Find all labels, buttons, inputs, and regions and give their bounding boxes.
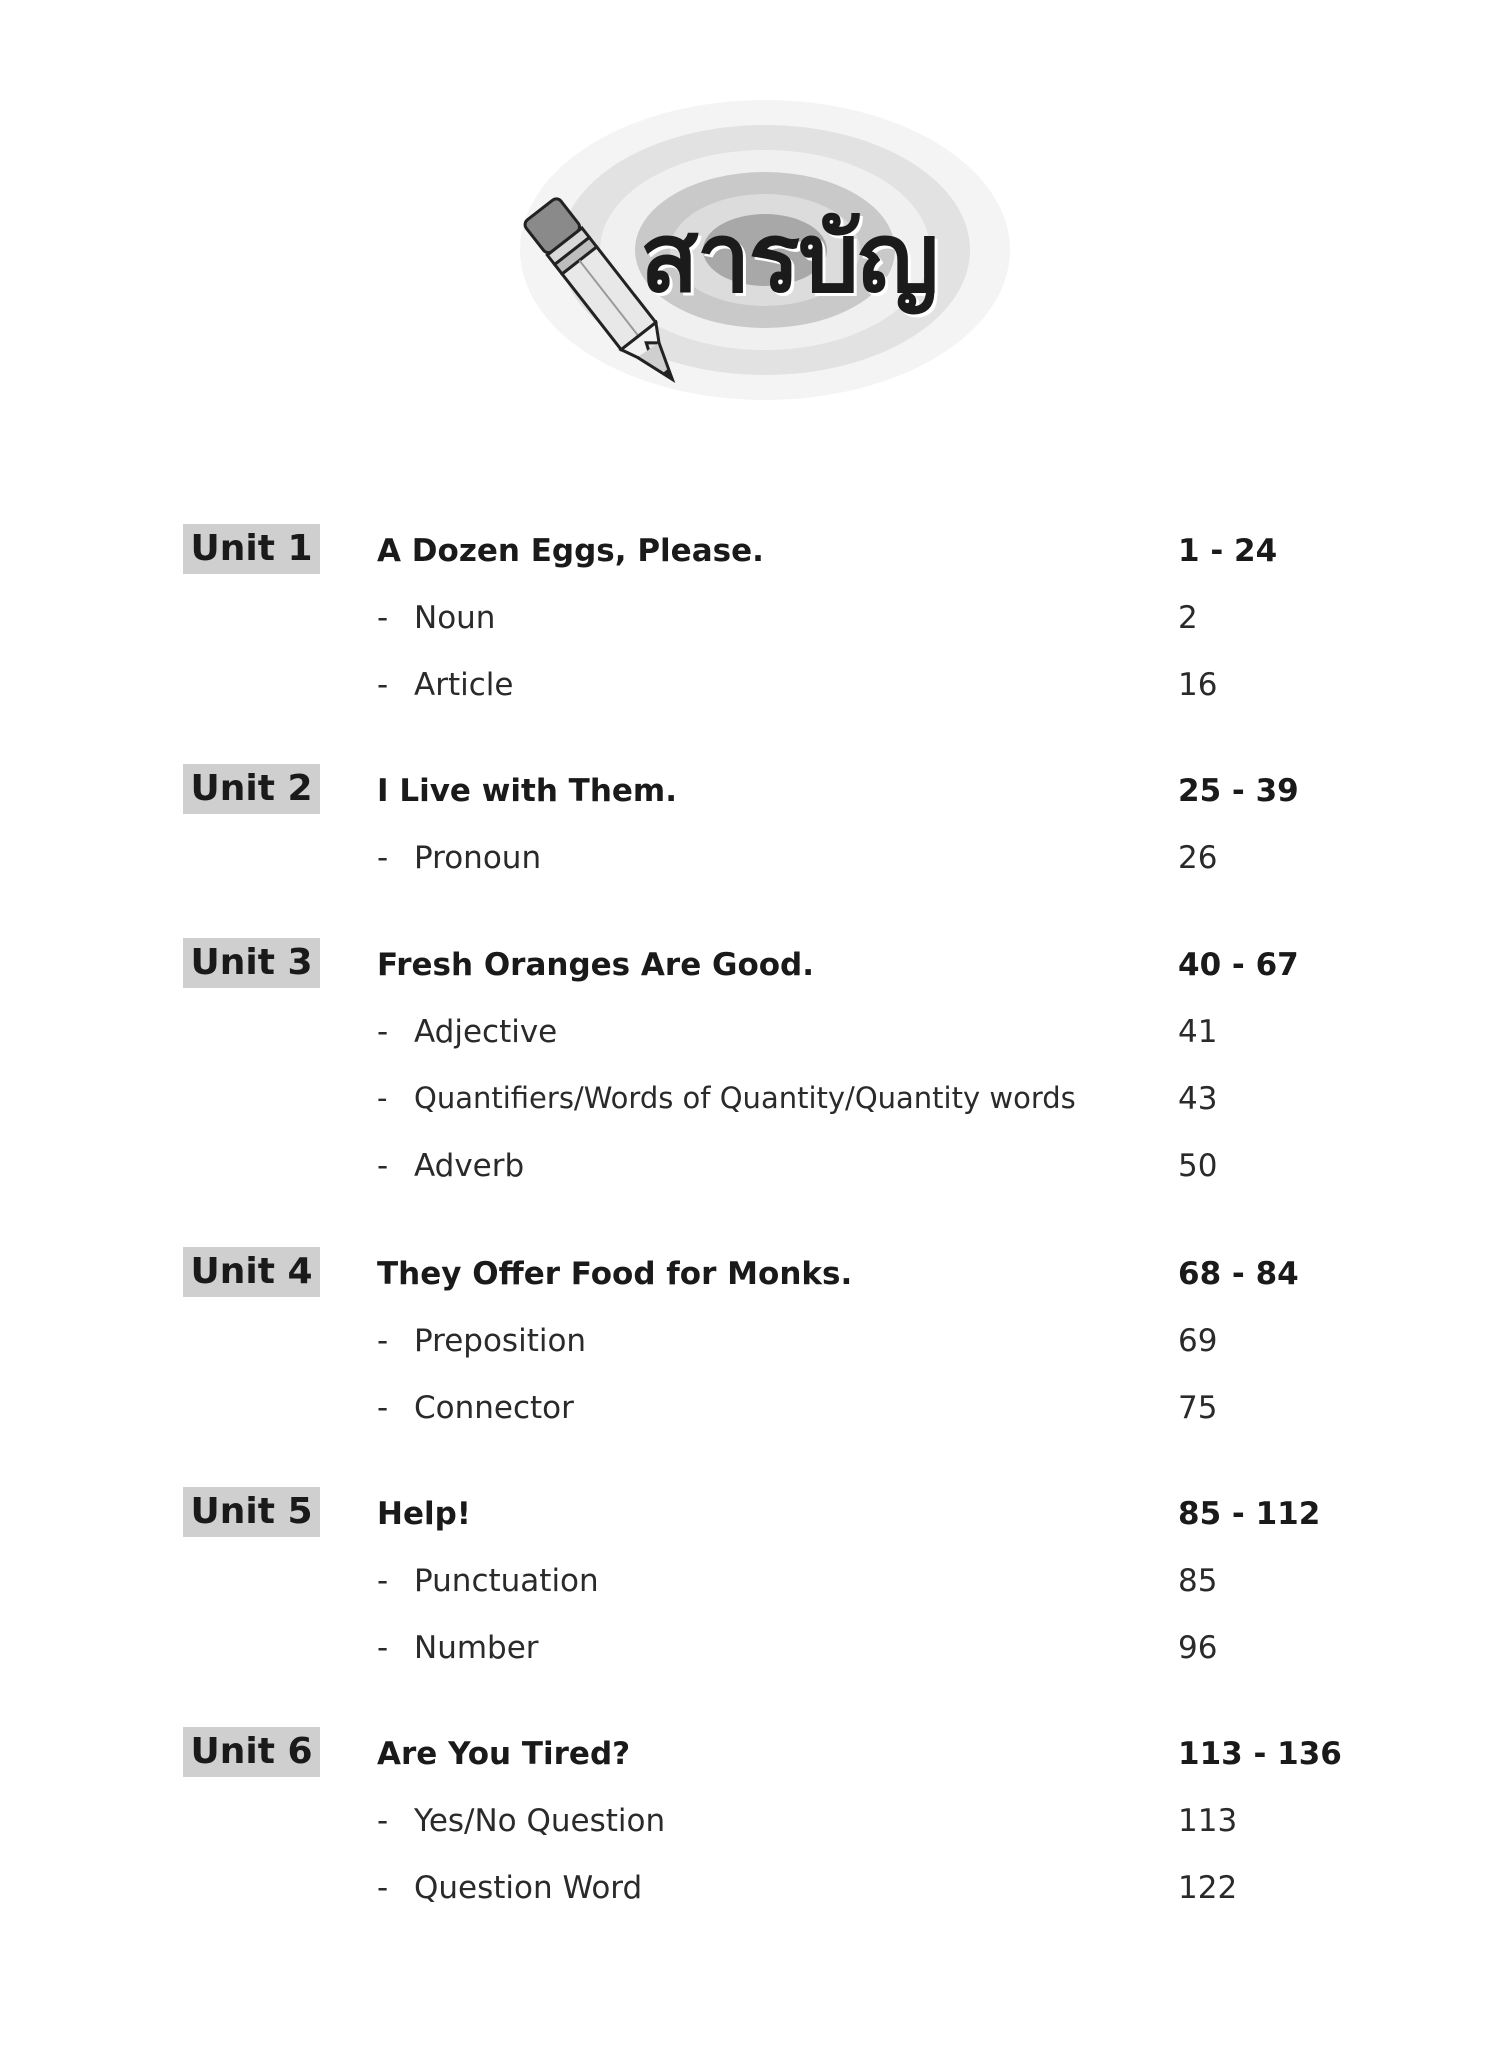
unit-page-range: 1 - 24 xyxy=(1178,533,1278,569)
bullet-dash: - xyxy=(377,1323,389,1359)
topic-name: Connector xyxy=(414,1390,574,1426)
unit-badge: Unit 6 xyxy=(183,1727,320,1777)
unit-title[interactable]: I Live with Them. xyxy=(377,773,677,809)
bullet-dash: - xyxy=(377,1803,389,1839)
unit-title[interactable]: They Offer Food for Monks. xyxy=(377,1256,853,1292)
unit-title[interactable]: Help! xyxy=(377,1496,471,1532)
unit-page-range: 68 - 84 xyxy=(1178,1256,1299,1292)
bullet-dash: - xyxy=(377,1870,389,1906)
topic-item[interactable] xyxy=(377,1014,557,1050)
page-title: สารบัญ xyxy=(640,202,937,314)
bullet-dash: - xyxy=(377,1630,389,1666)
topic-item[interactable] xyxy=(377,1563,599,1599)
topic-item[interactable] xyxy=(377,1390,574,1426)
topic-item[interactable] xyxy=(377,1630,539,1666)
unit-title[interactable]: Fresh Oranges Are Good. xyxy=(377,947,815,983)
topic-item[interactable] xyxy=(377,667,513,703)
bullet-dash: - xyxy=(377,667,389,703)
topic-item[interactable] xyxy=(377,1803,665,1839)
bullet-dash: - xyxy=(377,1148,389,1184)
unit-page-range: 85 - 112 xyxy=(1178,1496,1321,1532)
unit-badge: Unit 5 xyxy=(183,1487,320,1537)
topic-page: 96 xyxy=(1178,1630,1218,1666)
topic-name: Pronoun xyxy=(414,840,542,876)
unit-page-range: 25 - 39 xyxy=(1178,773,1299,809)
unit-title[interactable]: A Dozen Eggs, Please. xyxy=(377,533,764,569)
unit-title[interactable]: Are You Tired? xyxy=(377,1736,631,1772)
topic-page: 69 xyxy=(1178,1323,1218,1359)
bullet-dash: - xyxy=(377,1014,389,1050)
bullet-dash: - xyxy=(377,600,389,636)
bullet-dash: - xyxy=(377,1390,389,1426)
unit-badge: Unit 1 xyxy=(183,524,320,574)
topic-item[interactable] xyxy=(377,1081,1076,1115)
topic-name: Adjective xyxy=(414,1014,558,1050)
topic-page: 50 xyxy=(1178,1148,1218,1184)
topic-name: Article xyxy=(414,667,514,703)
topic-page: 16 xyxy=(1178,667,1218,703)
topic-page: 113 xyxy=(1178,1803,1238,1839)
topic-page: 43 xyxy=(1178,1081,1218,1117)
bullet-dash: - xyxy=(377,840,389,876)
topic-name: Punctuation xyxy=(414,1563,599,1599)
topic-name: Preposition xyxy=(414,1323,587,1359)
topic-item[interactable] xyxy=(377,600,495,636)
topic-page: 75 xyxy=(1178,1390,1218,1426)
topic-page: 2 xyxy=(1178,600,1198,636)
unit-page-range: 113 - 136 xyxy=(1178,1736,1342,1772)
unit-badge: Unit 4 xyxy=(183,1247,320,1297)
topic-name: Yes/No Question xyxy=(414,1803,666,1839)
topic-name: Noun xyxy=(414,600,496,636)
topic-page: 41 xyxy=(1178,1014,1218,1050)
topic-name: Number xyxy=(414,1630,539,1666)
unit-badge: Unit 2 xyxy=(183,764,320,814)
topic-name: Question Word xyxy=(414,1870,643,1906)
topic-item[interactable] xyxy=(377,1323,586,1359)
unit-page-range: 40 - 67 xyxy=(1178,947,1299,983)
bullet-dash: - xyxy=(377,1563,389,1599)
topic-item[interactable] xyxy=(377,840,541,876)
topic-page: 26 xyxy=(1178,840,1218,876)
unit-badge: Unit 3 xyxy=(183,938,320,988)
topic-name: Adverb xyxy=(414,1148,525,1184)
topic-page: 122 xyxy=(1178,1870,1238,1906)
bullet-dash: - xyxy=(377,1081,388,1115)
topic-page: 85 xyxy=(1178,1563,1218,1599)
topic-item[interactable] xyxy=(377,1870,642,1906)
topic-name: Quantifiers/Words of Quantity/Quantity words xyxy=(414,1081,1076,1115)
topic-item[interactable] xyxy=(377,1148,524,1184)
